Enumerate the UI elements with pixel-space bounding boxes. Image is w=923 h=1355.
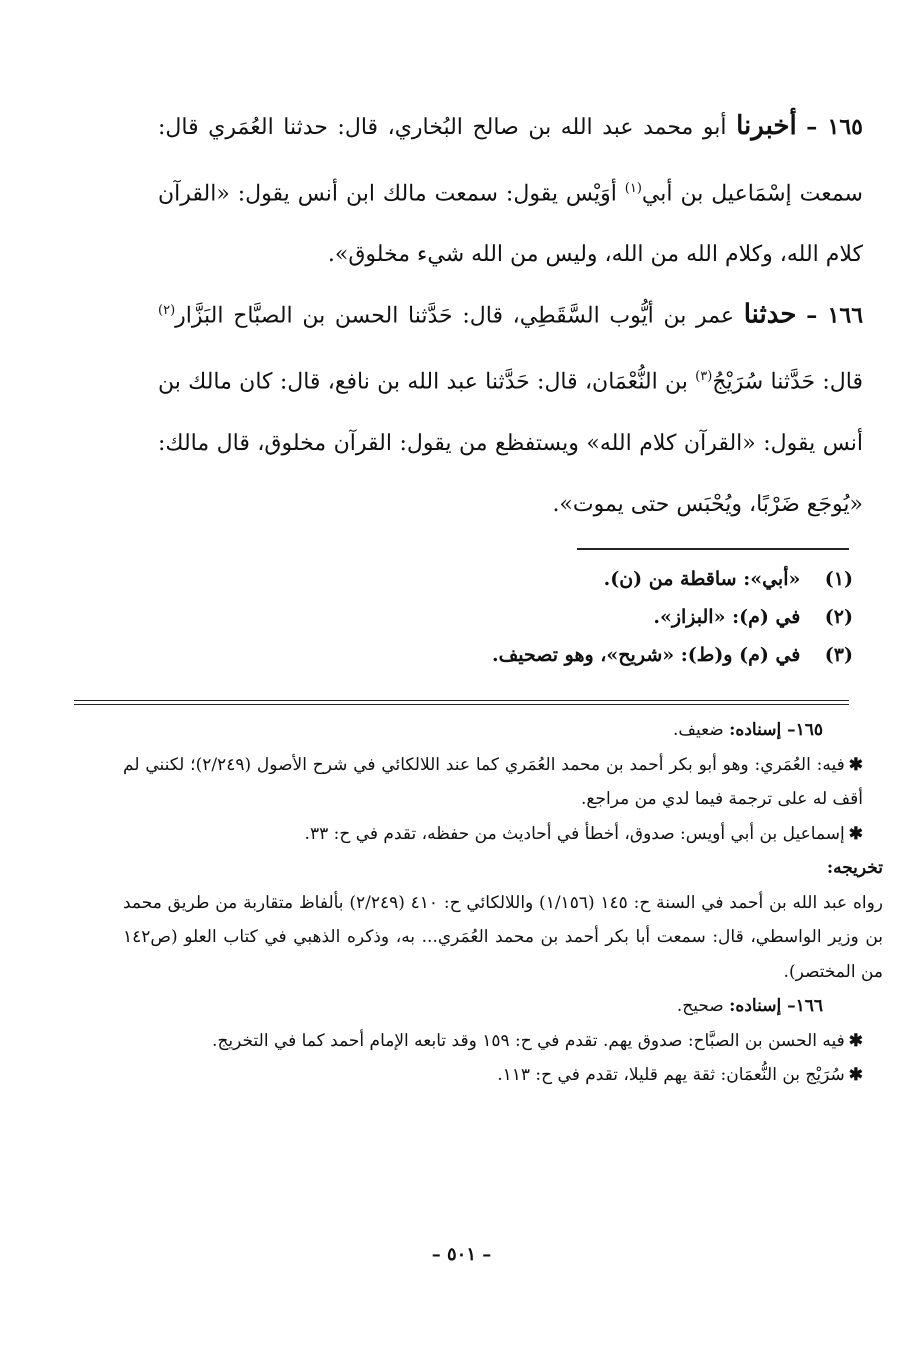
isnad-grade: صحيح. <box>676 996 724 1016</box>
hadith-text: كان مالك بن أنس يقول: «القرآن كلام الله» ويستفظع من يقول: القرآن <box>158 369 864 456</box>
note-text: سُرَيْج بن النُّعمَان: ثقة يهم قليلا، تقدم في ح: ١١٣. <box>497 1065 845 1085</box>
commentary-rule-top <box>74 700 849 701</box>
takhrij-heading <box>123 851 883 886</box>
hadith-text: عمر بن أيُّوب السَّقَطِي، قال: حَدَّثنا الحسن بن الصبَّاح <box>233 303 735 329</box>
isnad-label: ١٦٥– إسناده: <box>729 720 823 740</box>
note-item <box>123 817 863 852</box>
footnote-text: «أبي»: ساقطة من (ن). <box>603 568 801 590</box>
footnote-item <box>433 636 853 674</box>
footnote-number: (٣) <box>824 644 853 666</box>
asterisk-icon: ✱ <box>848 823 863 844</box>
isnad-grade: ضعيف. <box>672 720 724 740</box>
isnad-166 <box>123 989 823 1024</box>
note-text: فيه الحسن بن الصبَّاح: صدوق يهم. تقدم في ح: ١٥٩ وقد تابعه الإمام أحمد كما في التخريج. <box>212 1030 845 1051</box>
asterisk-icon: ✱ <box>848 1065 863 1085</box>
commentary-rule-bottom <box>74 704 849 705</box>
footnote-item <box>433 598 853 636</box>
footnote-text: في (م): «البزاز». <box>653 606 801 628</box>
footnote-separator <box>577 548 849 550</box>
page-number: – ٥٠١ – <box>431 1244 492 1265</box>
hadith-text: أوَيْس يقول: سمعت مالك ابن أنس <box>297 181 617 207</box>
hadith-text: العُمَري قال: سمعت إسْمَاعيل بن أبي <box>158 115 863 207</box>
footnote-marker: (٢) <box>158 303 176 318</box>
commentary <box>123 713 884 1093</box>
note-item <box>123 1058 863 1093</box>
hadith-number: ١٦٥ – <box>806 114 863 140</box>
hadith-text: أبو محمد عبد الله بن صالح البُخاري، قال: حدثنا <box>283 115 727 140</box>
hadith-text: مخلوق، قال مالك: «يُوجَع ضَرْبًا، ويُحْبَس حتى يموت». <box>158 430 863 517</box>
note-text: فيه: العُمَري: وهو أبو بكر أحمد بن محمد العُمَري كما عند اللالكائي في شرح الأصول (٢/٢٤٩)؛ لكنني لم أقف له على ترجمة فيما لدي من مراجع. <box>123 754 863 809</box>
hadith-165 <box>158 96 863 285</box>
hadith-text: بن النُّعْمَان، قال: حَدَّثنا عبد الله بن نافع، قال: <box>279 369 688 395</box>
isnad-165 <box>123 713 823 748</box>
hadith-text: البَزَّار <box>175 303 224 329</box>
takhrij-text: رواه عبد الله بن أحمد في السنة ح: ١٤٥ (١/١٥٦) واللالكائي ح: ٤١٠ (٢/٢٤٩) بألفاظ متقاربة من طريق محمد بن وزير الواسطي، قال: سمعت أبا بكر أحمد بن محمد العُمَري... به، وذكره الذهبي في كتاب العلو (ص١٤٢ من المختصر). <box>123 892 884 982</box>
footnote-item <box>433 560 853 598</box>
hadith-166 <box>158 280 863 535</box>
hadith-text: يقول: «القرآن كلام الله، وكلام الله من الله، وليس من الله شيء مخلوق». <box>158 181 863 268</box>
takhrij-label: تخريجه: <box>826 858 883 878</box>
asterisk-icon: ✱ <box>848 1030 863 1051</box>
footnote-marker: (٣) <box>695 369 713 385</box>
footnote-number: (٢) <box>824 606 853 628</box>
note-item <box>123 748 863 817</box>
footnote-marker: (١) <box>624 181 642 196</box>
hadith-lead-word: حدثنا <box>743 299 797 330</box>
isnad-label: ١٦٦– إسناده: <box>729 996 823 1016</box>
footnote-number: (١) <box>824 568 853 590</box>
hadith-lead-word: أخبرنا <box>736 111 797 141</box>
footnotes <box>433 560 853 674</box>
footnote-text: في (م) و(ط): «شريح»، وهو تصحيف. <box>492 644 801 666</box>
hadith-number: ١٦٦ – <box>806 302 864 329</box>
note-text: إسماعيل بن أبي أويس: صدوق، أخطأ في أحاديث من حفظه، تقدم في ح: ٣٣. <box>304 823 845 844</box>
hadith-text: قال: حَدَّثنا سُرَيْجُ <box>712 369 864 395</box>
note-item <box>123 1024 863 1059</box>
asterisk-icon: ✱ <box>848 754 863 775</box>
